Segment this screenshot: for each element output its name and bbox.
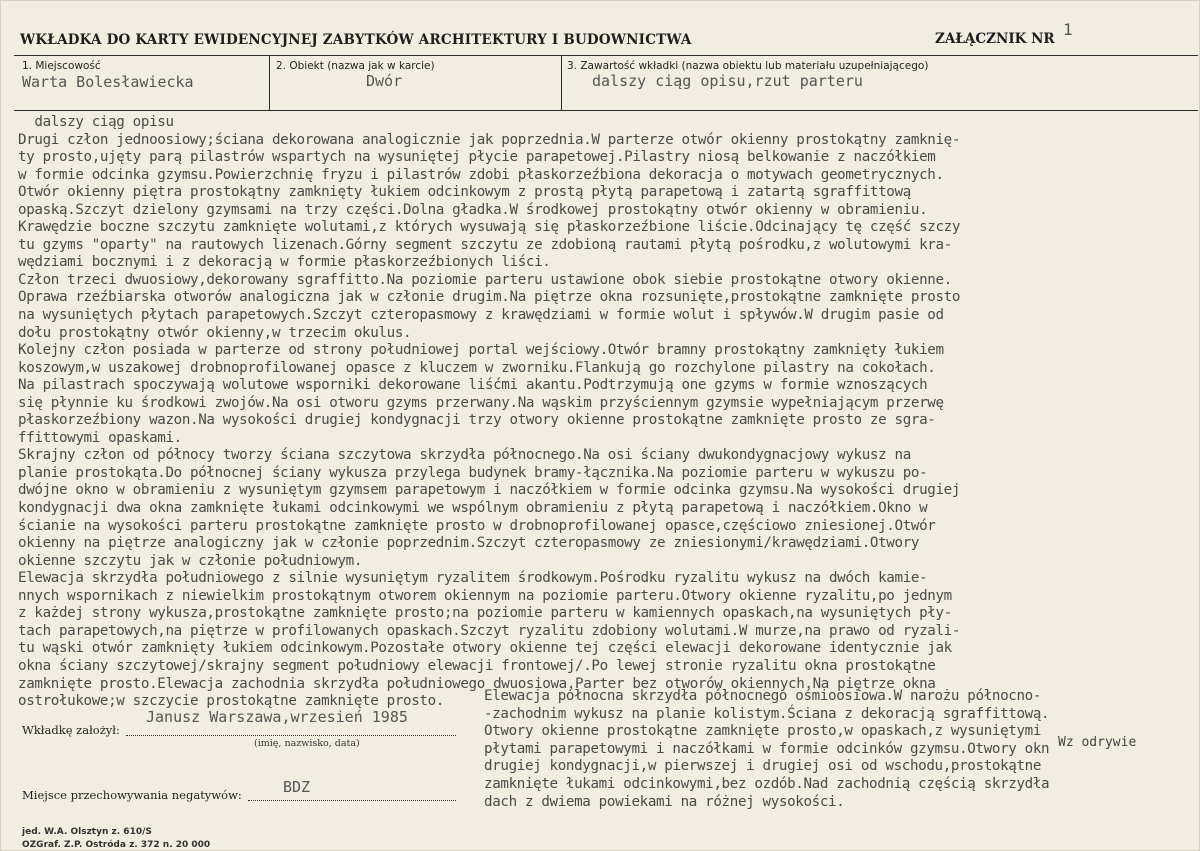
text-line: ffittowymi opaskami. <box>18 429 182 446</box>
negatives-dotted-line <box>248 800 456 801</box>
text-line: ścianie na wysokości parteru prostokątne zamknięte prosto w drobnoprofilowanej opasce,częściowo zniesionej.Otwór <box>18 517 936 534</box>
text-line: koszowym,w uszakowej drobnoprofilowanej opasce z kluczem w zworniku.Flankują go rozchylone pilastry na cokołach. <box>18 359 936 376</box>
author-value: Janusz Warszawa,wrzesień 1985 <box>146 708 408 726</box>
text-line: tu wąski otwór zamknięty łukiem odcinkowym.Pozostałe otwory okienne tej części elewacji dekorowane identycznie jak <box>18 640 952 657</box>
text-line: zamknięte łukami odcinkowymi,bez ozdób.Nad zachodnią częścią skrzydła <box>484 775 1050 792</box>
print-info-2: OZGraf. Z.P. Ostróda z. 372 n. 20 000 <box>22 840 211 850</box>
author-label: Wkładkę założył: <box>22 723 120 737</box>
text-line: Otwór okienny piętra prostokątny zamknięty łukiem odcinkowym z prostą płytą parapetową i zatartą sgraffittową <box>18 184 911 201</box>
text-line: planie prostokąta.Do północnej ściany wykusza przylega budynek bramy-łącznika.Na poziomie parteru w wykuszu po- <box>18 464 928 481</box>
text-line: Człon trzeci dwuosiowy,dekorowany sgraffitto.Na poziomie parteru ustawione obok siebie prostokątne otwory okienne. <box>18 271 952 288</box>
text-line: ty prosto,ujęty parą pilastrów wspartych na wysuniętej płycie parapetowej.Pilastry niosą belkowanie z naczółkiem <box>18 149 936 166</box>
annex-label: ZAŁĄCZNIK NR <box>935 31 1055 47</box>
author-sublabel: (imię, nazwisko, data) <box>254 738 360 749</box>
text-line: drugiej kondygnacji,w pierwszej i drugiej osi od wschodu,prostokątne <box>484 758 1042 775</box>
print-info-1: jed. W.A. Olsztyn z. 610/S <box>22 827 152 837</box>
text-line: opaską.Szczyt dzielony gzymsami na trzy części.Dolna gładka.W środkowej prostokątny otwór okienny w obramieniu. <box>18 201 928 218</box>
text-line: ostrołukowe;w szczycie prostokątne zamknięte prosto. <box>18 693 444 710</box>
negatives-value: BDZ <box>283 778 311 796</box>
text-line: w formie odcinka gzymsu.Powierzchnię fryzu i pilastrów zdobi płaskorzeźbiona dekoracja o motywach geometrycznych. <box>18 166 944 183</box>
object-label: 2. Obiekt (nazwa jak w karcie) <box>276 60 435 72</box>
text-line: na wysuniętych płytach parapetowych.Szczyt czteropasmowy z krawędziami w formie wolut i spływów.W drugim pasie od <box>18 307 944 324</box>
text-line: płaskorzeźbiony wazon.Na wysokości drugiej kondygnacji trzy otwory okienne prostokątne zamknięte prosto ze sgra- <box>18 412 936 429</box>
text-line: okienny na piętrze analogiczny jak w członie poprzednim.Szczyt czteropasmowy ze zniesionymi/krawędziami.Otwory <box>18 535 920 552</box>
text-line: płytami parapetowymi i naczółkami w formie odcinków gzymsu.Otwory okn <box>484 740 1050 757</box>
header-bottom-rule <box>14 110 1198 111</box>
text-line: dołu prostokątny otwór okienny,w trzecim okulus. <box>18 324 412 341</box>
text-line: zamknięte prosto.Elewacja zachodnia skrzydła południowego dwuosiowa.Parter bez otworów okiennych.Na piętrze okna <box>18 675 936 692</box>
author-dotted-line <box>126 735 456 736</box>
text-line: się płynnie ku środkowi zwojów.Na osi otworu gzyms przerwany.Na wąskim przyściennym gzymsie wypełniającym przerwę <box>18 394 944 411</box>
text-line: tach parapetowych,na piętrze w profilowanych opaskach.Szczyt ryzalitu zdobiony wolutami.W murze,na prawo od ryzali- <box>18 622 961 639</box>
text-line: z każdej strony wykusza,prostokątne zamknięte prosto;na poziomie parteru w kamiennych opaskach,na wysuniętych pły- <box>18 605 952 622</box>
text-line: wędziami bocznymi i z dekoracją w formie płaskorzeźbionych liści. <box>18 254 551 271</box>
text-line: dach z dwiema powiekami na różnej wysokości. <box>484 793 845 810</box>
field-divider-2 <box>561 55 562 110</box>
text-line: -zachodnim wykusz na planie kolistym.Ściana z dekoracją sgraffittową. <box>484 705 1050 722</box>
text-line: Oprawa rzeźbiarska otworów analogiczna jak w członie drugim.Na piętrze okna rozsunięte,prostokątne zamknięte prosto <box>18 289 961 306</box>
field-divider-1 <box>269 55 270 110</box>
text-line: dwójne okno w obramieniu z wysuniętym gzymsem parapetowym i naczółkiem w formie odcinka gzymsu.Na wysokości drugiej <box>18 482 961 499</box>
place-label: 1. Miejscowość <box>22 60 101 72</box>
text-line: Elewacja skrzydła południowego z silnie wysuniętym ryzalitem środkowym.Pośrodku ryzalitu wykusz na dwóch kamie- <box>18 570 928 587</box>
description-text <box>18 114 1198 711</box>
text-line: Krawędzie boczne szczytu zamknięte wolutami,z których wysuwają się płaskorzeźbione liście.Odcinający tę część szczy <box>18 219 961 236</box>
text-line: Na pilastrach spoczywają wolutowe wsporniki dekorowane liśćmi akantu.Podtrzymują one gzyms w formie wznoszących <box>18 377 928 394</box>
object-value: Dwór <box>366 72 403 90</box>
text-line: Skrajny człon od północy tworzy ściana szczytowa skrzydła północnego.Na osi ściany dwukondygnacjowy wykusz na <box>18 447 911 464</box>
negatives-label: Miejsce przechowywania negatywów: <box>22 788 242 802</box>
text-line: okna ściany szczytowej/skrajny segment południowy elewacji frontowej/.Po lewej stronie ryzalitu okna prostokątne <box>18 657 936 674</box>
place-value: Warta Bolesławiecka <box>22 73 194 91</box>
contents-label: 3. Zawartość wkładki (nazwa obiektu lub materiału uzupełniającego) <box>567 60 929 72</box>
annex-number: 1 <box>1063 20 1073 39</box>
text-line: dalszy ciąg opisu <box>18 114 174 130</box>
form-title: WKŁADKA DO KARTY EWIDENCYJNEJ ZABYTKÓW ARCHITEKTURY I BUDOWNICTWA <box>20 32 692 48</box>
text-line: nnych wspornikach z niewielkim prostokątnym otworem okiennym na poziomie parteru.Otwory okienne ryzalitu,po jednym <box>18 587 952 604</box>
contents-value: dalszy ciąg opisu,rzut parteru <box>592 72 863 90</box>
text-line: Elewacja północna skrzydła północnego ośmioosiowa.W narożu północno- <box>484 688 1042 704</box>
text-line: tu gzyms "oparty" na rautowych lizenach.Górny segment szczytu ze zdobioną rautami płytą pośrodku,z wolutowymi kra- <box>18 236 952 253</box>
text-line: kondygnacji dwa okna zamknięte łukami odcinkowymi we wspólnym obramieniu z płytą parapetową i naczółkiem.Okno w <box>18 500 928 517</box>
text-line: Drugi człon jednoosiowy;ściana dekorowana analogicznie jak poprzednia.W parterze otwór okienny prostokątny zamknię- <box>18 131 961 148</box>
overstrike-note: Wz odrywie <box>1058 735 1137 750</box>
header-top-rule <box>14 55 1198 56</box>
text-line: okienne szczytu jak w członie południowym. <box>18 552 363 569</box>
text-line: Kolejny człon posiada w parterze od strony południowej portal wejściowy.Otwór bramny prostokątny zamknięty łukiem <box>18 342 944 359</box>
text-line: Otwory okienne prostokątne zamknięte prosto,w opaskach,z wysuniętymi <box>484 723 1042 740</box>
